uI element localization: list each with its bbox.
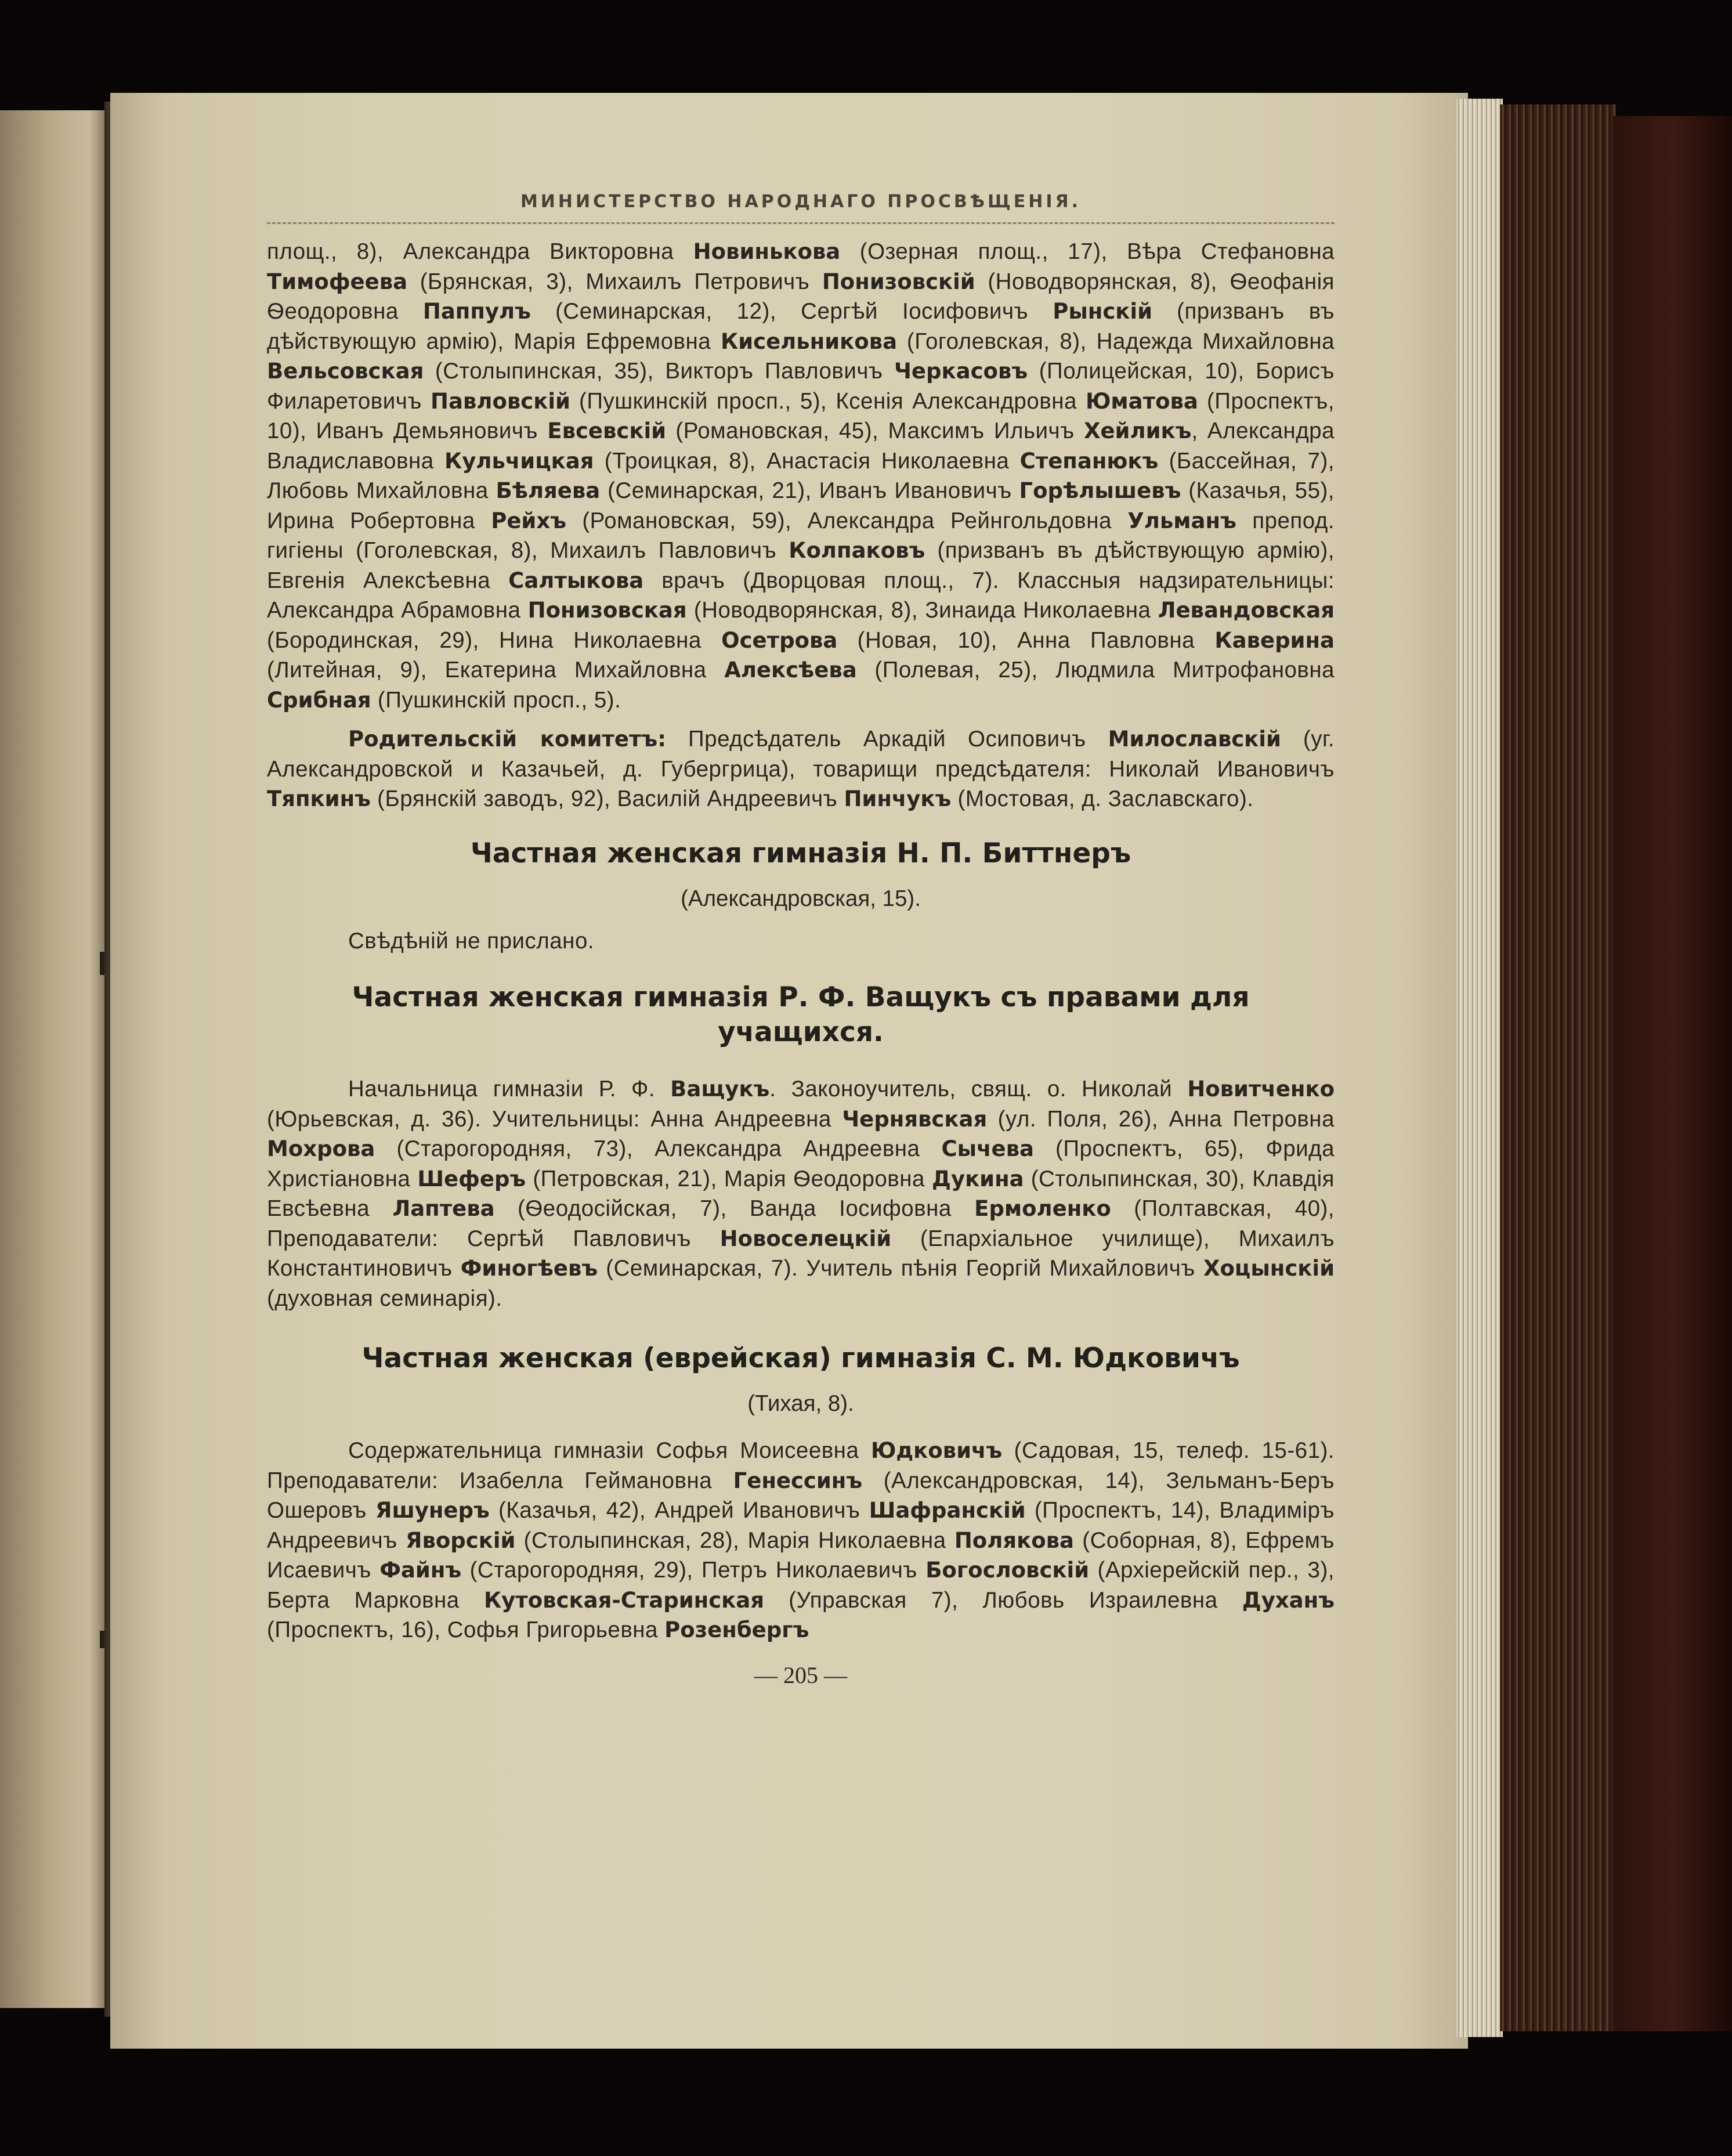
section-address-bittner: (Александровская, 15). [681,886,921,911]
left-page-edge [0,110,104,2008]
page-number: — 205 — [754,1662,847,1688]
section-address-yudkovich: (Тихая, 8). [747,1391,854,1416]
section-title-vashchuk: Частная женская гимназія Р. Ф. Ващукъ съ правами для учащихся. [352,981,1250,1048]
parent-committee-paragraph: Родительскій комитетъ: Предсѣдатель Аркадій Осиповичъ Милославскій (уг. Александровской и Казачьей, д. Губергрица), товарищи предсѣдателя: Николай Ивановичъ Тяпкинъ (Брянскій заводъ, 92), Василій Андреевичъ Пинчукъ (Мостовая, д. Заславскаго). [267,727,1335,811]
section-title-bittner: Частная женская гимназія Н. П. Биттнеръ [470,837,1131,869]
book-cover [1613,116,1732,2031]
page-content [267,192,1335,1689]
section-text-vashchuk: Начальница гимназіи Р. Ф. Ващукъ. Законоучитель, свящ. о. Николай Новитченко (Юрьевская, д. 36). Учительницы: Анна Андреевна Чернявская (ул. Поля, 26), Анна Петровна Мохрова (Старогородняя, 73), Александра Андреевна Сычева (Проспектъ, 65), Фрида Христіановна Шеферъ (Петровская, 21), Марія Ѳеодоровна Дукина (Столыпинская, 30), Клавдія Евсѣевна Лаптева (Ѳеодосійская, 7), Ванда Іосифовна Ермоленко (Полтавская, 40), Преподаватели: Сергѣй Павловичъ Новоселецкій (Епархіальное училище), Михаилъ Константиновичъ Финогѣевъ (Семинарская, 7). Учитель пѣнія Георгій Михайловичъ Хоцынскій (духовная семинарія). [267,1077,1335,1311]
running-head: МИНИСТЕРСТВО НАРОДНАГО ПРОСВѢЩЕНІЯ. [267,192,1335,224]
section-text-yudkovich: Содержательница гимназіи Софья Моисеевна Юдковичъ (Садовая, 15, телеф. 15-61). Преподаватели: Изабелла Геймановна Генессинъ (Александровская, 14), Зельманъ-Беръ Ошеровъ Яшунеръ (Казачья, 42), Андрей Ивановичъ Шафранскій (Проспектъ, 14), Владиміръ Андреевичъ Яворскій (Столыпинская, 28), Марія Николаевна Полякова (Соборная, 8), Ефремъ Исаевичъ Файнъ (Старогородняя, 29), Петръ Николаевичъ Богословскій (Архіерейскій пер., 3), Берта Марковна Кутовская-Старинская (Управская 7), Любовь Израилевна Духанъ (Проспектъ, 16), Софья Григорьевна Розенбергъ [267,1438,1335,1642]
section-text-bittner: Свѣдѣній не прислано. [348,928,595,954]
book-fore-edge [1500,104,1616,2031]
section-title-yudkovich: Частная женская (еврейская) гимназія С. М. Юдковичъ [361,1342,1240,1374]
page-mark [100,952,104,975]
page-mark [100,1631,104,1648]
intro-staff-list: площ., 8), Александра Викторовна Новинькова (Озерная площ., 17), Вѣра Стефановна Тимофеева (Брянская, 3), Михаилъ Петровичъ Понизовскій (Нoводворянская, 8), Ѳеофанія Ѳеодоровна Паппулъ (Семинарская, 12), Сергѣй Іосифовичъ Рынскій (призванъ въ дѣйствующую армію), Марія Ефремовна Кисельникова (Гоголевская, 8), Надежда Михайловна Вельсовская (Столыпинская, 35), Викторъ Павловичъ Черкасовъ (Полицейская, 10), Борисъ Филаретовичъ Павловскій (Пушкинскій просп., 5), Ксенія Александровна Юматова (Проспектъ, 10), Иванъ Демьяновичъ Евсевскій (Романовская, 45), Максимъ Ильичъ Хейликъ, Александра Владиславовна Кульчицкая (Троицкая, 8), Анастасія Николаевна Степанюкъ (Бассейная, 7), Любовь Михайловна Бѣляева (Семинарская, 21), Иванъ Ивановичъ Горѣлышевъ (Казачья, 55), Ирина Робертовна Рейхъ (Романовская, 59), Александра Рейнгольдовна Ульманъ препод. гигіены (Гоголевская, 8), Михаилъ Павловичъ Колпаковъ (призванъ въ дѣйствующую армію), Евгенія Алексѣевна Салтыкова врачъ (Дворцовая площ., 7). Классныя надзирательницы: Александра Абрамовна Понизовская (Новодворянская, 8), Зинаида Николаевна Левандовская (Бородинская, 29), Нина Николаевна Осетрова (Новая, 10), Анна Павловна Каверина (Литейная, 9), Екатерина Михайловна Алексѣева (Полевая, 25), Людмила Митрофановна Срибная (Пушкинскій просп., 5). [267,239,1335,713]
page-stack-edge [1456,99,1503,2037]
